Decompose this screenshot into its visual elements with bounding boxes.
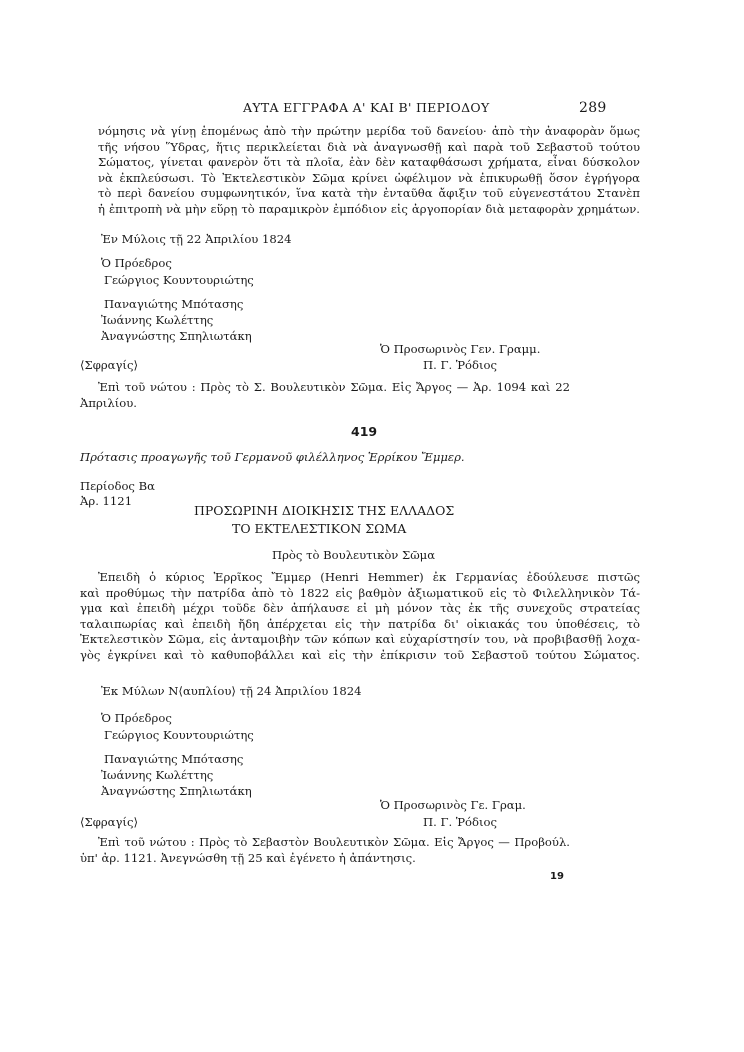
doc2-signatory: Γεώργιος Κουντουριώτης (104, 728, 254, 742)
endorsement-line: Ἐπὶ τοῦ νώτου : Πρὸς τὸ Σεβαστὸν Βουλευτικὸν Σῶμα. Εἰς Ἄργος — Προβούλ. (98, 835, 570, 849)
period-label: Περίοδος Βα (80, 479, 155, 493)
endorsement-line: Ἐπὶ τοῦ νώτου : Πρὸς τὸ Σ. Βουλευτικὸν Σῶμα. Εἰς Ἄργος — Ἀρ. 1094 καὶ 22 (98, 380, 570, 394)
heading-government: ΠΡΟΣΩΡΙΝΗ ΔΙΟΙΚΗΣΙΣ ΤΗΣ ΕΛΛΑΔΟΣ (194, 503, 455, 518)
doc2-seal: ⟨Σφραγίς⟩ (80, 815, 138, 829)
doc1-signatory: Ἀναγνώστης Σπηλιωτάκη (101, 329, 252, 343)
paragraph-line: Ἐπειδὴ ὁ κύριος Ἑρρῖκος Ἔμμερ (Henri Hemmer) ἐκ Γερμανίας ἐδούλευσε πιστῶς (98, 570, 640, 584)
paragraph-line: γὸς ἐγκρίνει καὶ τὸ καθυποβάλλει καὶ εἰς τὴν ἐπίκρισιν τοῦ Σεβαστοῦ τούτου Σώματος. (80, 647, 640, 662)
doc1-paragraph (98, 124, 640, 218)
document-summary: Πρότασις προαγωγῆς τοῦ Γερμανοῦ φιλέλληνος Ἑρρίκου Ἔμμερ. (80, 450, 465, 464)
paragraph-line: καὶ προθύμως τὴν πατρίδα ἀπὸ τὸ 1822 εἰς βαθμὸν ἀξιωματικοῦ εἰς τὸ Φιλελληνικὸν Τά- (80, 585, 640, 600)
doc2-secretary-title: Ὁ Προσωρινὸς Γε. Γραμ. (380, 798, 526, 812)
doc2-signatory: Παναγιώτης Μπότασης (104, 752, 244, 766)
doc2-endorsement (80, 835, 570, 866)
reference-number: Ἀρ. 1121 (80, 494, 133, 508)
running-title: ΑΥΤΑ ΕΓΓΡΑΦΑ Α' ΚΑΙ Β' ΠΕΡΙΟΔΟΥ (243, 100, 490, 115)
paragraph-line: ἡ ἐπιτροπὴ νὰ μὴν εὕρῃ τὸ παραμικρὸν ἐμπόδιον εἰς ἀργοπορίαν διὰ μεταφορὰν χρημάτων. (98, 201, 640, 216)
doc2-secretary-name: Π. Γ. Ῥόδιος (423, 815, 498, 829)
doc1-signatory: Παναγιώτης Μπότασης (104, 297, 244, 311)
doc2-paragraph (80, 570, 640, 664)
paragraph-line: τὸ περὶ δανείου συμφωνητικόν, ἵνα κατὰ τὴν ἐνταῦθα ἄφιξιν τοῦ εὐγενεστάτου Στανὲπ (98, 186, 640, 201)
doc1-signatory: Γεώργιος Κουντουριώτης (104, 273, 254, 287)
doc1-place-date: Ἐν Μύλοις τῇ 22 Ἀπριλίου 1824 (101, 232, 292, 246)
doc1-seal: ⟨Σφραγίς⟩ (80, 358, 138, 372)
signature-mark: 19 (550, 871, 564, 882)
paragraph-line: Ἐκτελεστικὸν Σῶμα, εἰς ἀνταμοιβὴν τῶν κόπων καὶ εὐχαρίστησίν του, νὰ προβιβασθῇ λοχα- (80, 632, 640, 647)
paragraph-line: γμα καὶ ἐπειδὴ μέχρι τοῦδε δὲν ἀπήλαυσε εἰ μὴ μόνον τὰς ἐκ τῆς συνεχοῦς στρατείας (80, 601, 640, 616)
endorsement-line: Ἀπριλίου. (80, 395, 137, 410)
doc2-signatory: Ἰωάννης Κωλέττης (101, 768, 214, 782)
paragraph-line: τῆς νήσου Ὕδρας, ἥτις περικλείεται διὰ νὰ ἀναγνωσθῇ καὶ παρὰ τοῦ Σεβαστοῦ τούτου (98, 139, 640, 154)
doc2-president-title: Ὁ Πρόεδρος (101, 711, 172, 725)
doc2-signatory: Ἀναγνώστης Σπηλιωτάκη (101, 784, 252, 798)
paragraph-line: ταλαιπωρίας καὶ ἐπειδὴ ἤδη ἀπέρχεται εἰς τὴν πατρίδα δι' οἰκιακάς του ὑποθέσεις, τὸ (80, 616, 640, 631)
doc1-secretary-title: Ὁ Προσωρινὸς Γεν. Γραμμ. (380, 342, 541, 356)
paragraph-line: νὰ ἐκπλεύσωσι. Τὸ Ἐκτελεστικὸν Σῶμα κρίνει ὠφέλιμον νὰ ἐπικυρωθῇ ὅσον ἐγρήγορα (98, 170, 640, 185)
page-number: 289 (579, 100, 607, 116)
addressee: Πρὸς τὸ Βουλευτικὸν Σῶμα (272, 548, 436, 562)
endorsement-line: ὑπ' ἀρ. 1121. Ἀνεγνώσθη τῇ 25 καὶ ἐγένετο ἡ ἀπάντησις. (80, 850, 416, 865)
doc1-secretary-name: Π. Γ. Ῥόδιος (423, 358, 498, 372)
paragraph-line: Σώματος, γίνεται φανερὸν ὅτι τὰ πλοῖα, ἐὰν δὲν καταφθάσωσι χρήματα, εἶναι δύσκολον (98, 155, 640, 170)
doc1-signatory: Ἰωάννης Κωλέττης (101, 313, 214, 327)
doc2-place-date: Ἐκ Μύλων Ν⟨αυπλίου⟩ τῇ 24 Ἀπριλίου 1824 (101, 684, 362, 698)
document-number: 419 (351, 424, 378, 439)
heading-executive: ΤΟ ΕΚΤΕΛΕΣΤΙΚΟΝ ΣΩΜΑ (232, 521, 407, 536)
paragraph-line: νόμησις νὰ γίνῃ ἑπομένως ἀπὸ τὴν πρώτην μερίδα τοῦ δανείου· ἀπὸ τὴν ἀναφορὰν ὅμως (98, 124, 640, 138)
doc1-president-title: Ὁ Πρόεδρος (101, 256, 172, 270)
doc1-endorsement (80, 380, 570, 411)
